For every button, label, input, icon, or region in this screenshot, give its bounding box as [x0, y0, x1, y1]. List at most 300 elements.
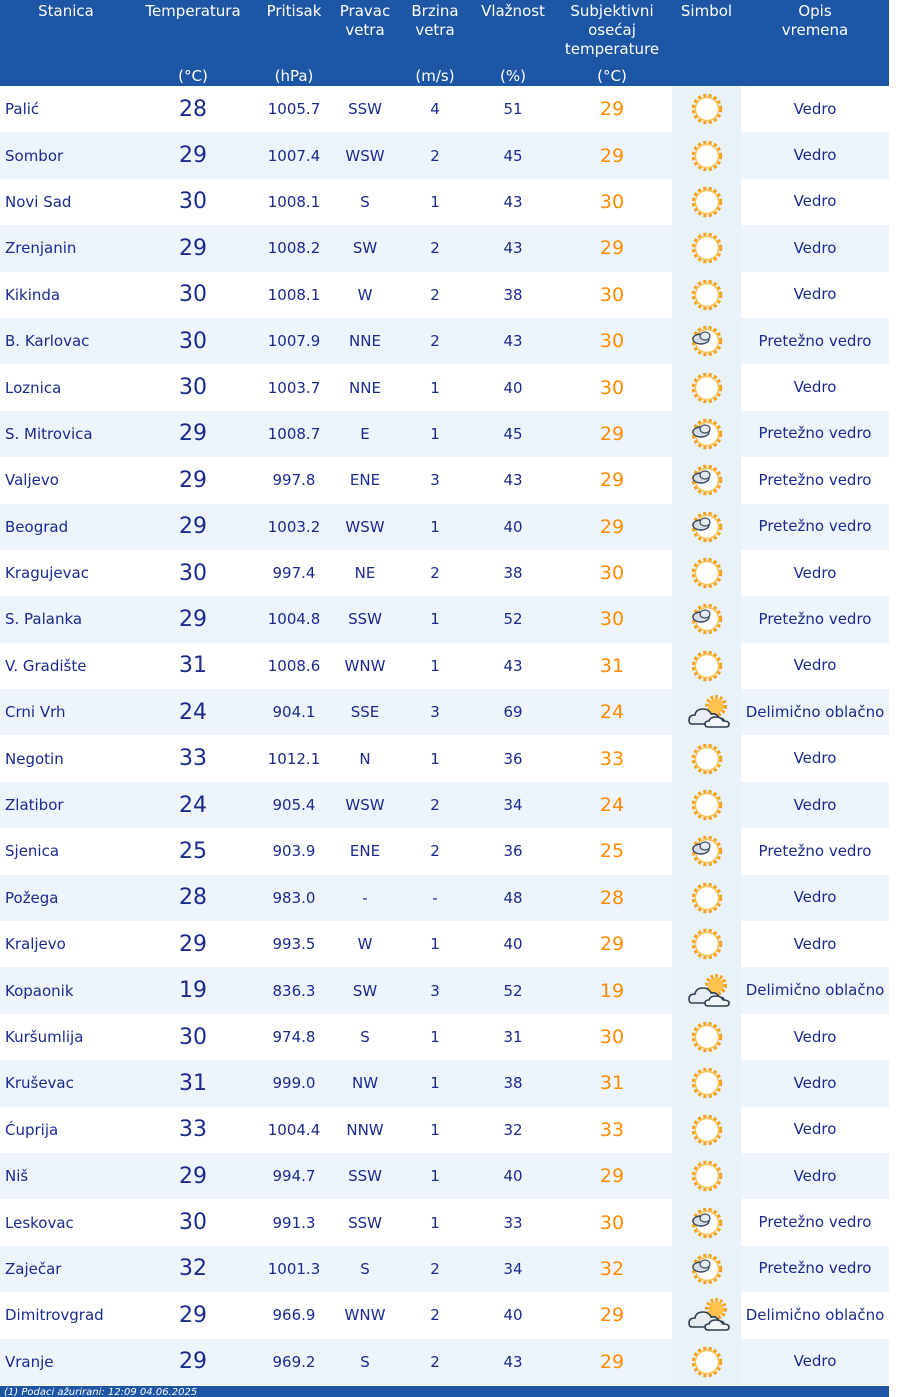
col-header-line: vetra: [345, 21, 385, 39]
humidity-value: 43: [474, 457, 552, 503]
col-header-feels-like: [552, 0, 672, 86]
feels-like-value: 29: [552, 225, 672, 271]
station-name: Sombor: [0, 132, 132, 178]
col-header-label: [396, 0, 474, 40]
weather-symbol-cell: [672, 596, 741, 642]
humidity-value: 31: [474, 1014, 552, 1060]
col-header-symbol: [672, 0, 741, 86]
weather-symbol-cell: [672, 1246, 741, 1292]
temperature-value: 30: [132, 364, 254, 410]
wind-direction-value: SSW: [334, 1199, 396, 1245]
wind-speed-value: 2: [396, 1246, 474, 1292]
table-row: [0, 1246, 889, 1292]
col-header-label: Temperatura: [145, 2, 241, 20]
col-header-humidity: [474, 0, 552, 86]
pressure-value: 1008.7: [254, 411, 334, 457]
weather-symbol-cell: [672, 828, 741, 874]
station-name: Kikinda: [0, 272, 132, 318]
wind-speed-value: 1: [396, 179, 474, 225]
temperature-value: 29: [132, 1153, 254, 1199]
wind-direction-value: S: [334, 1246, 396, 1292]
feels-like-value: 30: [552, 1014, 672, 1060]
wind-speed-value: 3: [396, 967, 474, 1013]
wind-speed-value: 2: [396, 550, 474, 596]
weather-description: Vedro: [741, 1060, 889, 1106]
sun-icon: [686, 1064, 728, 1102]
weather-symbol-cell: [672, 179, 741, 225]
feels-like-value: 29: [552, 86, 672, 132]
wind-speed-value: 2: [396, 272, 474, 318]
pressure-value: 1003.7: [254, 364, 334, 410]
wind-direction-value: NE: [334, 550, 396, 596]
temperature-value: 29: [132, 225, 254, 271]
pressure-value: 1012.1: [254, 735, 334, 781]
station-name: Kruševac: [0, 1060, 132, 1106]
pressure-value: 999.0: [254, 1060, 334, 1106]
mostly-sunny-icon: [686, 1250, 728, 1288]
humidity-value: 38: [474, 550, 552, 596]
wind-direction-value: ENE: [334, 828, 396, 874]
humidity-value: 36: [474, 735, 552, 781]
wind-direction-value: NNE: [334, 364, 396, 410]
partly-cloudy-icon: [686, 1296, 728, 1334]
station-name: Požega: [0, 875, 132, 921]
sun-icon: [686, 183, 728, 221]
col-header-label: Stanica: [38, 2, 94, 20]
col-header-line: Subjektivni: [570, 2, 654, 20]
pressure-value: 905.4: [254, 782, 334, 828]
humidity-value: 69: [474, 689, 552, 735]
humidity-value: 43: [474, 643, 552, 689]
table-row: [0, 132, 889, 178]
wind-direction-value: W: [334, 272, 396, 318]
humidity-value: 45: [474, 411, 552, 457]
station-name: Leskovac: [0, 1199, 132, 1245]
wind-direction-value: SSE: [334, 689, 396, 735]
weather-symbol-cell: [672, 1339, 741, 1385]
wind-speed-value: 1: [396, 1199, 474, 1245]
station-name: Dimitrovgrad: [0, 1292, 132, 1338]
feels-like-value: 30: [552, 318, 672, 364]
table-row: [0, 550, 889, 596]
weather-description: Pretežno vedro: [741, 596, 889, 642]
weather-description: Pretežno vedro: [741, 457, 889, 503]
col-header-label: Vlažnost: [481, 2, 545, 20]
humidity-value: 40: [474, 504, 552, 550]
sun-icon: [686, 229, 728, 267]
wind-speed-value: 1: [396, 1153, 474, 1199]
table-row: [0, 967, 889, 1013]
station-name: S. Mitrovica: [0, 411, 132, 457]
weather-description: Pretežno vedro: [741, 318, 889, 364]
wind-speed-value: 1: [396, 596, 474, 642]
wind-direction-value: S: [334, 1339, 396, 1385]
temperature-value: 30: [132, 179, 254, 225]
feels-like-value: 29: [552, 1292, 672, 1338]
wind-direction-value: N: [334, 735, 396, 781]
temperature-value: 19: [132, 967, 254, 1013]
humidity-value: 40: [474, 1153, 552, 1199]
sun-icon: [686, 90, 728, 128]
weather-description: Vedro: [741, 225, 889, 271]
col-header-station: [0, 0, 132, 86]
weather-symbol-cell: [672, 921, 741, 967]
wind-direction-value: -: [334, 875, 396, 921]
feels-like-value: 30: [552, 596, 672, 642]
mostly-sunny-icon: [686, 832, 728, 870]
humidity-value: 43: [474, 179, 552, 225]
wind-direction-value: WSW: [334, 132, 396, 178]
feels-like-value: 32: [552, 1246, 672, 1292]
pressure-value: 904.1: [254, 689, 334, 735]
table-row: [0, 1014, 889, 1060]
table-row: [0, 225, 889, 271]
wind-speed-value: 1: [396, 1014, 474, 1060]
wind-direction-value: SSW: [334, 86, 396, 132]
col-header-label: Simbol: [680, 2, 733, 20]
wind-speed-value: 1: [396, 643, 474, 689]
col-header-unit: (%): [500, 67, 526, 85]
wind-speed-value: 1: [396, 504, 474, 550]
humidity-value: 43: [474, 225, 552, 271]
humidity-value: 43: [474, 318, 552, 364]
wind-direction-value: WNW: [334, 643, 396, 689]
humidity-value: 48: [474, 875, 552, 921]
weather-description: Delimično oblačno: [741, 689, 889, 735]
table-header-row: [0, 0, 889, 86]
weather-symbol-cell: [672, 457, 741, 503]
temperature-value: 29: [132, 596, 254, 642]
weather-symbol-cell: [672, 318, 741, 364]
feels-like-value: 29: [552, 921, 672, 967]
mostly-sunny-icon: [686, 508, 728, 546]
mostly-sunny-icon: [686, 322, 728, 360]
col-header-line: Brzina: [411, 2, 459, 20]
wind-direction-value: SSW: [334, 596, 396, 642]
temperature-value: 29: [132, 1292, 254, 1338]
col-header-wind-direction: [334, 0, 396, 86]
weather-description: Pretežno vedro: [741, 1246, 889, 1292]
table-row: [0, 1107, 889, 1153]
table-row: [0, 272, 889, 318]
feels-like-value: 19: [552, 967, 672, 1013]
weather-description: Vedro: [741, 364, 889, 410]
station-name: Negotin: [0, 735, 132, 781]
col-header-line: vetra: [415, 21, 455, 39]
wind-speed-value: 1: [396, 1060, 474, 1106]
temperature-value: 29: [132, 457, 254, 503]
sun-icon: [686, 1157, 728, 1195]
feels-like-value: 24: [552, 782, 672, 828]
weather-description: Vedro: [741, 1153, 889, 1199]
weather-symbol-cell: [672, 967, 741, 1013]
wind-direction-value: SSW: [334, 1153, 396, 1199]
weather-symbol-cell: [672, 411, 741, 457]
feels-like-value: 24: [552, 689, 672, 735]
feels-like-value: 30: [552, 272, 672, 318]
humidity-value: 52: [474, 596, 552, 642]
weather-symbol-cell: [672, 782, 741, 828]
temperature-value: 32: [132, 1246, 254, 1292]
wind-direction-value: WNW: [334, 1292, 396, 1338]
wind-direction-value: NW: [334, 1060, 396, 1106]
temperature-value: 29: [132, 411, 254, 457]
pressure-value: 983.0: [254, 875, 334, 921]
humidity-value: 38: [474, 1060, 552, 1106]
station-name: Zlatibor: [0, 782, 132, 828]
temperature-value: 28: [132, 875, 254, 921]
station-name: Zaječar: [0, 1246, 132, 1292]
humidity-value: 40: [474, 1292, 552, 1338]
station-name: Kopaonik: [0, 967, 132, 1013]
mostly-sunny-icon: [686, 600, 728, 638]
weather-description: Pretežno vedro: [741, 504, 889, 550]
weather-description: Vedro: [741, 1014, 889, 1060]
station-name: Crni Vrh: [0, 689, 132, 735]
pressure-value: 1008.1: [254, 179, 334, 225]
mostly-sunny-icon: [686, 415, 728, 453]
table-row: [0, 735, 889, 781]
col-header-line: vremena: [781, 21, 849, 39]
weather-description: Vedro: [741, 1339, 889, 1385]
col-header-unit: (°C): [178, 67, 208, 85]
feels-like-value: 29: [552, 1339, 672, 1385]
feels-like-value: 28: [552, 875, 672, 921]
update-note: (1) Podaci ažurirani: 12:09 04.06.2025: [0, 1386, 889, 1397]
table-row: [0, 643, 889, 689]
humidity-value: 51: [474, 86, 552, 132]
table-row: [0, 179, 889, 225]
feels-like-value: 30: [552, 179, 672, 225]
weather-symbol-cell: [672, 550, 741, 596]
wind-direction-value: S: [334, 1014, 396, 1060]
col-header-label: [741, 0, 889, 40]
weather-symbol-cell: [672, 643, 741, 689]
weather-description: Vedro: [741, 132, 889, 178]
temperature-value: 24: [132, 689, 254, 735]
weather-description: Delimično oblačno: [741, 1292, 889, 1338]
feels-like-value: 29: [552, 132, 672, 178]
weather-description: Vedro: [741, 735, 889, 781]
weather-symbol-cell: [672, 1060, 741, 1106]
feels-like-value: 29: [552, 411, 672, 457]
col-header-description: [741, 0, 889, 86]
wind-speed-value: 3: [396, 457, 474, 503]
pressure-value: 903.9: [254, 828, 334, 874]
temperature-value: 29: [132, 132, 254, 178]
feels-like-value: 31: [552, 643, 672, 689]
feels-like-value: 30: [552, 364, 672, 410]
feels-like-value: 29: [552, 1153, 672, 1199]
sun-icon: [686, 879, 728, 917]
pressure-value: 1008.6: [254, 643, 334, 689]
humidity-value: 32: [474, 1107, 552, 1153]
col-header-unit: (m/s): [415, 67, 455, 85]
station-name: B. Karlovac: [0, 318, 132, 364]
pressure-value: 1003.2: [254, 504, 334, 550]
wind-speed-value: -: [396, 875, 474, 921]
pressure-value: 1001.3: [254, 1246, 334, 1292]
humidity-value: 40: [474, 921, 552, 967]
wind-speed-value: 1: [396, 735, 474, 781]
wind-direction-value: NNE: [334, 318, 396, 364]
wind-direction-value: S: [334, 179, 396, 225]
weather-symbol-cell: [672, 1014, 741, 1060]
table-body: [0, 86, 889, 1385]
weather-symbol-cell: [672, 504, 741, 550]
col-header-wind-speed: [396, 0, 474, 86]
pressure-value: 997.4: [254, 550, 334, 596]
temperature-value: 31: [132, 643, 254, 689]
pressure-value: 1008.2: [254, 225, 334, 271]
station-name: Loznica: [0, 364, 132, 410]
humidity-value: 34: [474, 1246, 552, 1292]
wind-direction-value: SW: [334, 225, 396, 271]
wind-speed-value: 1: [396, 411, 474, 457]
pressure-value: 1004.4: [254, 1107, 334, 1153]
pressure-value: 997.8: [254, 457, 334, 503]
feels-like-value: 33: [552, 1107, 672, 1153]
sun-icon: [686, 137, 728, 175]
weather-symbol-cell: [672, 1153, 741, 1199]
station-name: Kraljevo: [0, 921, 132, 967]
weather-description: Delimično oblačno: [741, 967, 889, 1013]
pressure-value: 1004.8: [254, 596, 334, 642]
temperature-value: 30: [132, 550, 254, 596]
station-name: Palić: [0, 86, 132, 132]
wind-speed-value: 3: [396, 689, 474, 735]
table-row: [0, 1339, 889, 1385]
table-row: [0, 921, 889, 967]
col-header-unit: (hPa): [274, 67, 314, 85]
temperature-value: 30: [132, 1199, 254, 1245]
pressure-value: 1008.1: [254, 272, 334, 318]
col-header-label: [552, 0, 672, 59]
table-row: [0, 86, 889, 132]
sun-icon: [686, 1111, 728, 1149]
table-row: [0, 875, 889, 921]
pressure-value: 966.9: [254, 1292, 334, 1338]
station-name: Valjevo: [0, 457, 132, 503]
weather-symbol-cell: [672, 689, 741, 735]
humidity-value: 34: [474, 782, 552, 828]
station-name: Sjenica: [0, 828, 132, 874]
feels-like-value: 29: [552, 457, 672, 503]
humidity-value: 36: [474, 828, 552, 874]
wind-speed-value: 2: [396, 225, 474, 271]
wind-speed-value: 4: [396, 86, 474, 132]
weather-symbol-cell: [672, 1107, 741, 1153]
temperature-value: 29: [132, 921, 254, 967]
mostly-sunny-icon: [686, 1204, 728, 1242]
wind-direction-value: WSW: [334, 504, 396, 550]
feels-like-value: 31: [552, 1060, 672, 1106]
pressure-value: 969.2: [254, 1339, 334, 1385]
humidity-value: 45: [474, 132, 552, 178]
partly-cloudy-icon: [686, 693, 728, 731]
pressure-value: 1007.9: [254, 318, 334, 364]
weather-description: Vedro: [741, 643, 889, 689]
wind-speed-value: 2: [396, 828, 474, 874]
humidity-value: 33: [474, 1199, 552, 1245]
sun-icon: [686, 276, 728, 314]
weather-description: Vedro: [741, 921, 889, 967]
col-header-line: osećaj: [588, 21, 636, 39]
feels-like-value: 30: [552, 550, 672, 596]
weather-description: Vedro: [741, 179, 889, 225]
wind-speed-value: 1: [396, 1107, 474, 1153]
temperature-value: 25: [132, 828, 254, 874]
wind-direction-value: W: [334, 921, 396, 967]
temperature-value: 28: [132, 86, 254, 132]
weather-description: Pretežno vedro: [741, 1199, 889, 1245]
temperature-value: 33: [132, 1107, 254, 1153]
weather-description: Vedro: [741, 550, 889, 596]
col-header-label: Pritisak: [266, 2, 322, 20]
table-row: [0, 596, 889, 642]
feels-like-value: 30: [552, 1199, 672, 1245]
station-name: Kuršumlija: [0, 1014, 132, 1060]
pressure-value: 994.7: [254, 1153, 334, 1199]
table-row: [0, 828, 889, 874]
weather-symbol-cell: [672, 875, 741, 921]
humidity-value: 38: [474, 272, 552, 318]
col-header-pressure: [254, 0, 334, 86]
weather-symbol-cell: [672, 364, 741, 410]
weather-description: Vedro: [741, 782, 889, 828]
wind-direction-value: WSW: [334, 782, 396, 828]
weather-description: Vedro: [741, 86, 889, 132]
temperature-value: 33: [132, 735, 254, 781]
sun-icon: [686, 647, 728, 685]
temperature-value: 24: [132, 782, 254, 828]
weather-description: Pretežno vedro: [741, 828, 889, 874]
weather-description: Vedro: [741, 272, 889, 318]
table-row: [0, 1060, 889, 1106]
mostly-sunny-icon: [686, 461, 728, 499]
sun-icon: [686, 369, 728, 407]
sun-icon: [686, 554, 728, 592]
col-header-line: Pravac: [339, 2, 391, 20]
sun-icon: [686, 740, 728, 778]
table-row: [0, 689, 889, 735]
wind-direction-value: ENE: [334, 457, 396, 503]
wind-speed-value: 1: [396, 921, 474, 967]
temperature-value: 31: [132, 1060, 254, 1106]
table-row: [0, 1292, 889, 1338]
table-row: [0, 1153, 889, 1199]
pressure-value: 991.3: [254, 1199, 334, 1245]
weather-symbol-cell: [672, 132, 741, 178]
pressure-value: 993.5: [254, 921, 334, 967]
pressure-value: 1005.7: [254, 86, 334, 132]
station-name: Kragujevac: [0, 550, 132, 596]
col-header-temperature: [132, 0, 254, 86]
sun-icon: [686, 786, 728, 824]
humidity-value: 43: [474, 1339, 552, 1385]
col-header-line: Opis: [798, 2, 832, 20]
table-row: [0, 457, 889, 503]
temperature-value: 30: [132, 1014, 254, 1060]
sun-icon: [686, 925, 728, 963]
station-name: Novi Sad: [0, 179, 132, 225]
wind-speed-value: 1: [396, 364, 474, 410]
temperature-value: 30: [132, 272, 254, 318]
table-row: [0, 364, 889, 410]
temperature-value: 30: [132, 318, 254, 364]
weather-symbol-cell: [672, 1199, 741, 1245]
station-name: Zrenjanin: [0, 225, 132, 271]
